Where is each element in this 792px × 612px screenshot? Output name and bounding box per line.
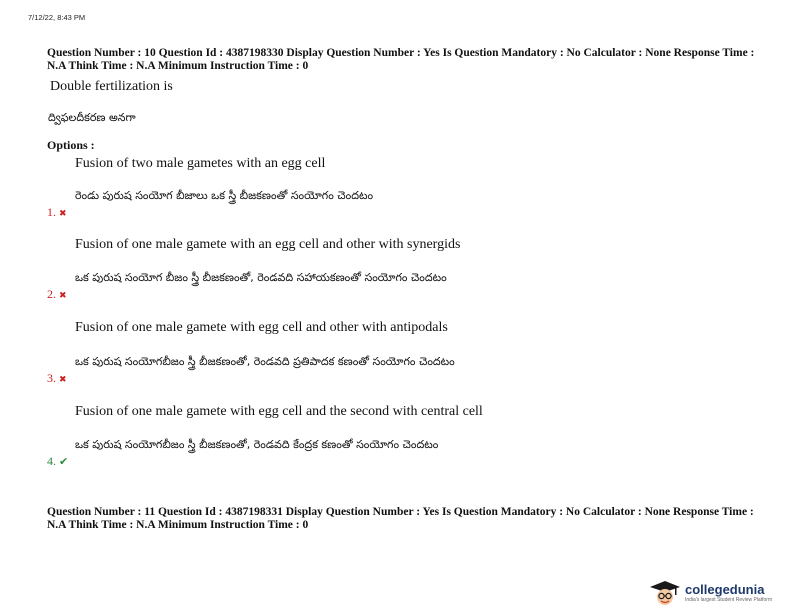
option-2-english: Fusion of one male gamete with an egg cell and other with synergids bbox=[75, 237, 461, 252]
option-4-telugu: ఒక పురుష సంయోగబీజం స్త్రీ బీజకణంతో, రెండవది కేంద్రక కణంతో సంయోగం చెందటం bbox=[75, 438, 439, 451]
logo-tagline: India's largest Student Review Platform bbox=[685, 597, 773, 603]
options-label: Options : bbox=[47, 138, 95, 152]
option-4-english: Fusion of one male gamete with egg cell and the second with central cell bbox=[75, 404, 483, 419]
option-1-number-label: 1. bbox=[47, 205, 56, 219]
question-10-meta: Question Number : 10 Question Id : 4387198330 Display Question Number : Yes Is Question Mandatory : No Calculator : None Response Time : N.A Think Time : N.A Minimum Instruction Time : 0 bbox=[47, 47, 755, 72]
option-3-number-label: 3. bbox=[47, 371, 56, 385]
option-2-telugu: ఒక పురుష సంయోగ బీజం స్త్రీ బీజకణంతో, రెండవది సహాయకణంతో సంయోగం చెందటం bbox=[75, 271, 447, 284]
option-1-telugu: రెండు పురుష సంయోగ బీజాలు ఒక స్త్రీ బీజకణంతో సంయోగం చెందటం bbox=[75, 189, 374, 202]
cross-icon: ✖ bbox=[59, 375, 67, 385]
option-2-number-label: 2. bbox=[47, 287, 56, 301]
check-icon: ✔ bbox=[59, 455, 69, 468]
option-4-number-label: 4. bbox=[47, 454, 56, 468]
option-3-english: Fusion of one male gamete with egg cell and other with antipodals bbox=[75, 320, 448, 335]
logo-name: collegedunia bbox=[685, 582, 765, 597]
cross-icon: ✖ bbox=[59, 291, 67, 301]
graduate-mascot-icon bbox=[648, 579, 682, 607]
option-1-english: Fusion of two male gametes with an egg cell bbox=[75, 156, 326, 171]
collegedunia-logo bbox=[648, 579, 788, 607]
question-10-text-telugu: ద్విఫలదీకరణ అనగా bbox=[48, 111, 136, 124]
cross-icon: ✖ bbox=[59, 209, 67, 219]
option-2-number bbox=[47, 287, 67, 302]
option-3-telugu: ఒక పురుష సంయోగబీజం స్త్రీ బీజకణంతో, రెండవది ప్రతిపాదక కణంతో సంయోగం చెందటం bbox=[75, 355, 455, 368]
option-1-number bbox=[47, 205, 67, 220]
question-10-text-english: Double fertilization is bbox=[50, 79, 173, 94]
option-4-number bbox=[47, 454, 68, 469]
question-11-meta: Question Number : 11 Question Id : 4387198331 Display Question Number : Yes Is Question Mandatory : No Calculator : None Response Time : N.A Think Time : N.A Minimum Instruction Time : 0 bbox=[47, 506, 754, 531]
print-timestamp: 7/12/22, 8:43 PM bbox=[28, 13, 86, 22]
option-3-number bbox=[47, 371, 67, 386]
